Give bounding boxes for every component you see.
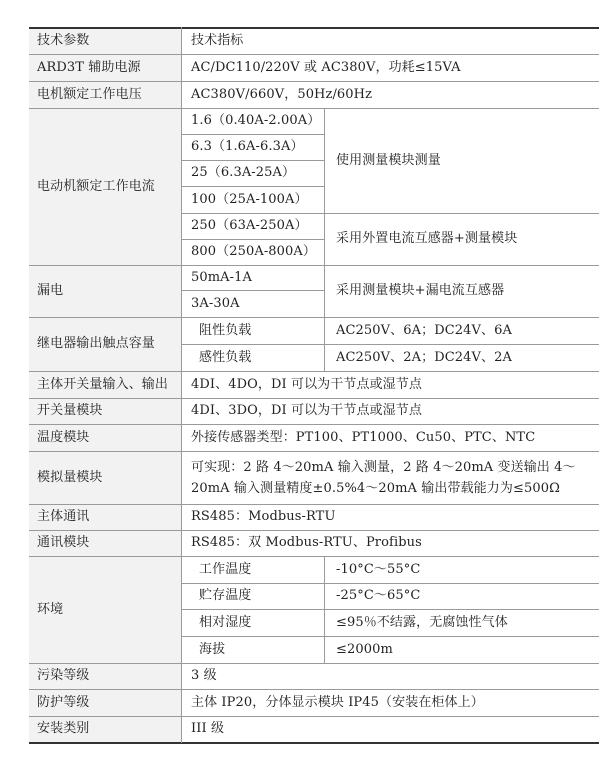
rated-voltage-value: AC380V/660V，50Hz/60Hz [191,86,373,102]
current-range: 250（63A-250A） [191,218,308,233]
env-param-name: 工作温度 [199,561,252,577]
main-comm-label: 主体通讯 [37,509,90,524]
current-range: 6.3（1.6A-6.3A） [191,139,304,154]
rated-voltage-label: 电机额定工作电压 [37,86,142,102]
current-range: 800（250A-800A） [191,244,317,259]
env-param-value: -10°C～55°C [336,561,421,577]
analog-module-label: 模拟量模块 [37,469,103,485]
relay-inductive-value: AC250V、2A；DC24V、2A [336,349,512,365]
protection-label: 防护等级 [37,694,90,710]
switch-module-label: 开关量模块 [37,403,103,418]
header-spec: 技术指标 [191,32,244,48]
column-divider [181,27,182,743]
relay-resistive-label: 阻性负载 [199,322,252,338]
current-note-b: 采用外置电流互感器+测量模块 [336,231,518,246]
leakage-range: 3A-30A [191,295,240,311]
leakage-label: 漏电 [37,283,64,298]
comm-module-value: RS485：双 Modbus-RTU、Profibus [191,535,422,550]
env-param-name: 海拔 [199,641,226,657]
env-param-value: ≤2000m [336,641,393,657]
column-divider [324,108,325,265]
temp-module-value: 外接传感器类型：PT100、PT1000、Cu50、PTC、NTC [191,429,536,445]
aux-power-label: ARD3T 辅助电源 [37,59,141,75]
main-comm-value: RS485：Modbus-RTU [191,509,336,524]
relay-label: 继电器输出触点容量 [37,336,155,351]
temp-module-label: 温度模块 [37,429,90,445]
analog-module-value: 可实现：2 路 4～20mA 输入测量，2 路 4～20mA 变送输出 4～20mA 输入测量精度±0.5%4～20mA 输出带载能力为≤500Ω [191,459,576,496]
install-value: III 级 [191,721,225,736]
table-bottom-rule [29,742,599,744]
env-param-name: 相对湿度 [199,614,252,630]
pollution-value: 3 级 [191,668,217,683]
current-range: 100（25A-100A） [191,191,308,207]
leakage-range: 50mA-1A [191,269,253,285]
comm-module-label: 通讯模块 [37,535,90,550]
row-divider [29,265,599,266]
column-divider [324,265,325,317]
rated-current-label: 电动机额定工作电流 [37,178,155,194]
aux-power-value: AC/DC110/220V 或 AC380V，功耗≤15VA [191,59,461,75]
row-divider [29,556,599,557]
header-param: 技术参数 [37,32,90,48]
current-range: 25（6.3A-25A） [191,165,296,180]
row-divider [29,716,599,717]
leakage-note: 采用测量模块+漏电流互感器 [336,283,505,298]
environment-label: 环境 [37,601,64,617]
column-divider [324,556,325,663]
main-io-label: 主体开关量输入、输出 [37,376,169,392]
current-range: 1.6（0.40A-2.00A） [191,113,321,128]
switch-module-value: 4DI、3DO，DI 可以为干节点或湿节点 [191,403,422,418]
env-param-value: ≤95％不结露，无腐蚀性气体 [336,614,508,630]
table-top-rule [29,27,599,29]
protection-value: 主体 IP20，分体显示模块 IP45（安装在柜体上） [191,694,484,710]
row-divider [29,663,599,664]
env-param-name: 贮存温度 [199,588,252,603]
relay-inductive-label: 感性负载 [199,349,252,365]
column-divider [324,317,325,371]
spec-table [29,27,599,744]
env-param-value: -25°C～65°C [336,588,421,603]
main-io-value: 4DI、4DO，DI 可以为干节点或湿节点 [191,376,422,392]
pollution-label: 污染等级 [37,668,90,683]
relay-resistive-value: AC250V、6A；DC24V、6A [336,322,512,338]
install-label: 安装类别 [37,721,90,736]
current-note-a: 使用测量模块测量 [336,152,441,168]
